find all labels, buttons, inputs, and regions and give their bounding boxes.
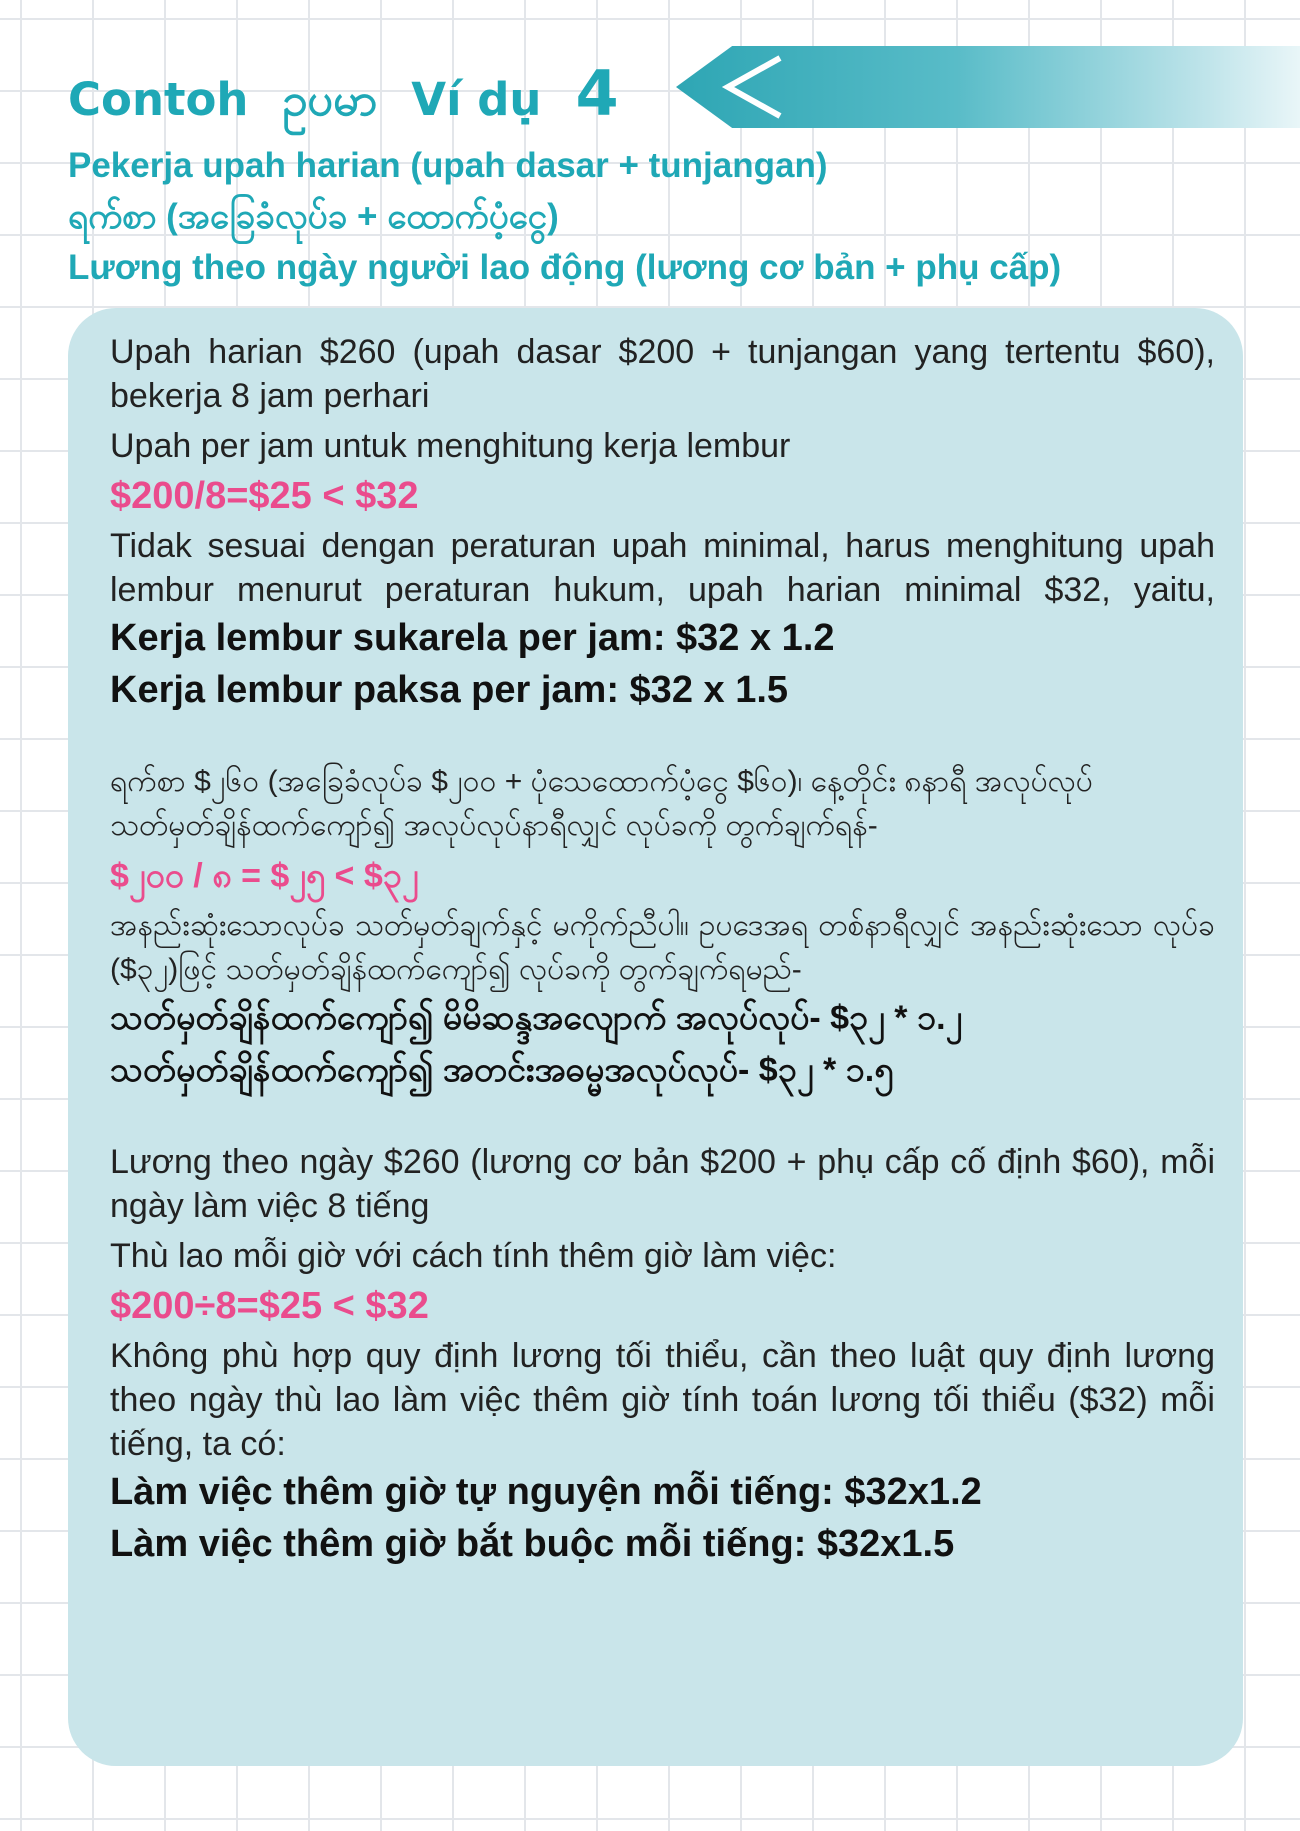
subtitle-vietnamese: Lương theo ngày người lao động (lương cơ bản + phụ cấp): [68, 248, 1062, 287]
section-vietnamese: [110, 1140, 1215, 1570]
subtitle-block: [68, 144, 1228, 297]
title-indonesian: Contoh: [68, 73, 249, 126]
overtime-mandatory: Làm việc thêm giờ bắt buộc mỗi tiếng: $32x1.5: [110, 1523, 955, 1565]
example-number: 4: [575, 57, 619, 130]
page-title: [68, 52, 619, 142]
subtitle-indonesian: Pekerja upah harian (upah dasar + tunjangan): [68, 146, 828, 185]
subtitle-burmese: ရက်စာ (အခြေခံလုပ်ခ + ထောက်ပံ့ငွေ): [68, 197, 559, 236]
paragraph-daily-wage: ရက်စာ $၂၆၀ (အခြေခံလုပ်ခ $၂၀၀ + ပုံသေထောက်ပံ့ငွေ $၆၀)၊ နေ့တိုင်း ၈နာရီ အလုပ်လုပ်: [110, 765, 1093, 798]
paragraph-hourly-rate: Upah per jam untuk menghitung kerja lembur: [110, 427, 791, 465]
formula-hourly-wage: $၂၀၀ / ၈ = $၂၅ < $၃၂: [110, 857, 419, 895]
paragraph-minimum-wage-note: အနည်းဆုံးသောလုပ်ခ သတ်မှတ်ချက်နှင့် မကိုက်ညီပါ။ ဥပဒေအရ တစ်နာရီလျှင် အနည်းဆုံးသော လုပ်ခ ($၃၂)ဖြင့် သတ်မှတ်ချိန်ထက်ကျော်၍ လုပ်ခကို တွက်ချက်ရမည်-: [110, 909, 1215, 986]
overtime-mandatory: သတ်မှတ်ချိန်ထက်ကျော်၍ အတင်းအဓမ္မအလုပ်လုပ်- $၃၂ * ၁.၅: [110, 1051, 894, 1089]
overtime-mandatory: Kerja lembur paksa per jam: $32 x 1.5: [110, 669, 789, 711]
overtime-voluntary: သတ်မှတ်ချိန်ထက်ကျော်၍ မိမိဆန္ဒအလျောက် အလုပ်လုပ်- $၃၂ * ၁.၂: [110, 999, 963, 1037]
paragraph-hourly-rate: သတ်မှတ်ချိန်ထက်ကျော်၍ အလုပ်လုပ်နာရီလျှင် လုပ်ခကို တွက်ချက်ရန်-: [110, 809, 878, 842]
paragraph-minimum-wage-note: Tidak sesuai dengan peraturan upah minimal, harus menghitung upah lembur menurut peraturan hukum, upah harian minimal $32, yaitu,: [110, 527, 1215, 609]
chevron-left-icon: [718, 54, 788, 120]
paragraph-minimum-wage-note: Không phù hợp quy định lương tối thiểu, cần theo luật quy định lương theo ngày thù lao làm việc thêm giờ tính toán lương tối thiểu ($32) mỗi tiếng, ta có:: [110, 1337, 1215, 1463]
formula-hourly-wage: $200/8=$25 < $32: [110, 475, 419, 517]
paragraph-daily-wage: Upah harian $260 (upah dasar $200 + tunjangan yang tertentu $60), bekerja 8 jam perhari: [110, 333, 1215, 415]
overtime-voluntary: Làm việc thêm giờ tự nguyện mỗi tiếng: $32x1.2: [110, 1471, 982, 1513]
title-burmese: ဥပမာ: [282, 73, 378, 126]
section-indonesian: [110, 330, 1215, 716]
title-vietnamese: Ví dụ: [411, 73, 542, 126]
section-burmese: [110, 760, 1215, 1096]
paragraph-daily-wage: Lương theo ngày $260 (lương cơ bản $200 + phụ cấp cố định $60), mỗi ngày làm việc 8 tiếng: [110, 1143, 1215, 1225]
paragraph-hourly-rate: Thù lao mỗi giờ với cách tính thêm giờ làm việc:: [110, 1237, 837, 1275]
formula-hourly-wage: $200÷8=$25 < $32: [110, 1285, 429, 1327]
example-content: [110, 330, 1215, 1570]
overtime-voluntary: Kerja lembur sukarela per jam: $32 x 1.2: [110, 617, 835, 659]
